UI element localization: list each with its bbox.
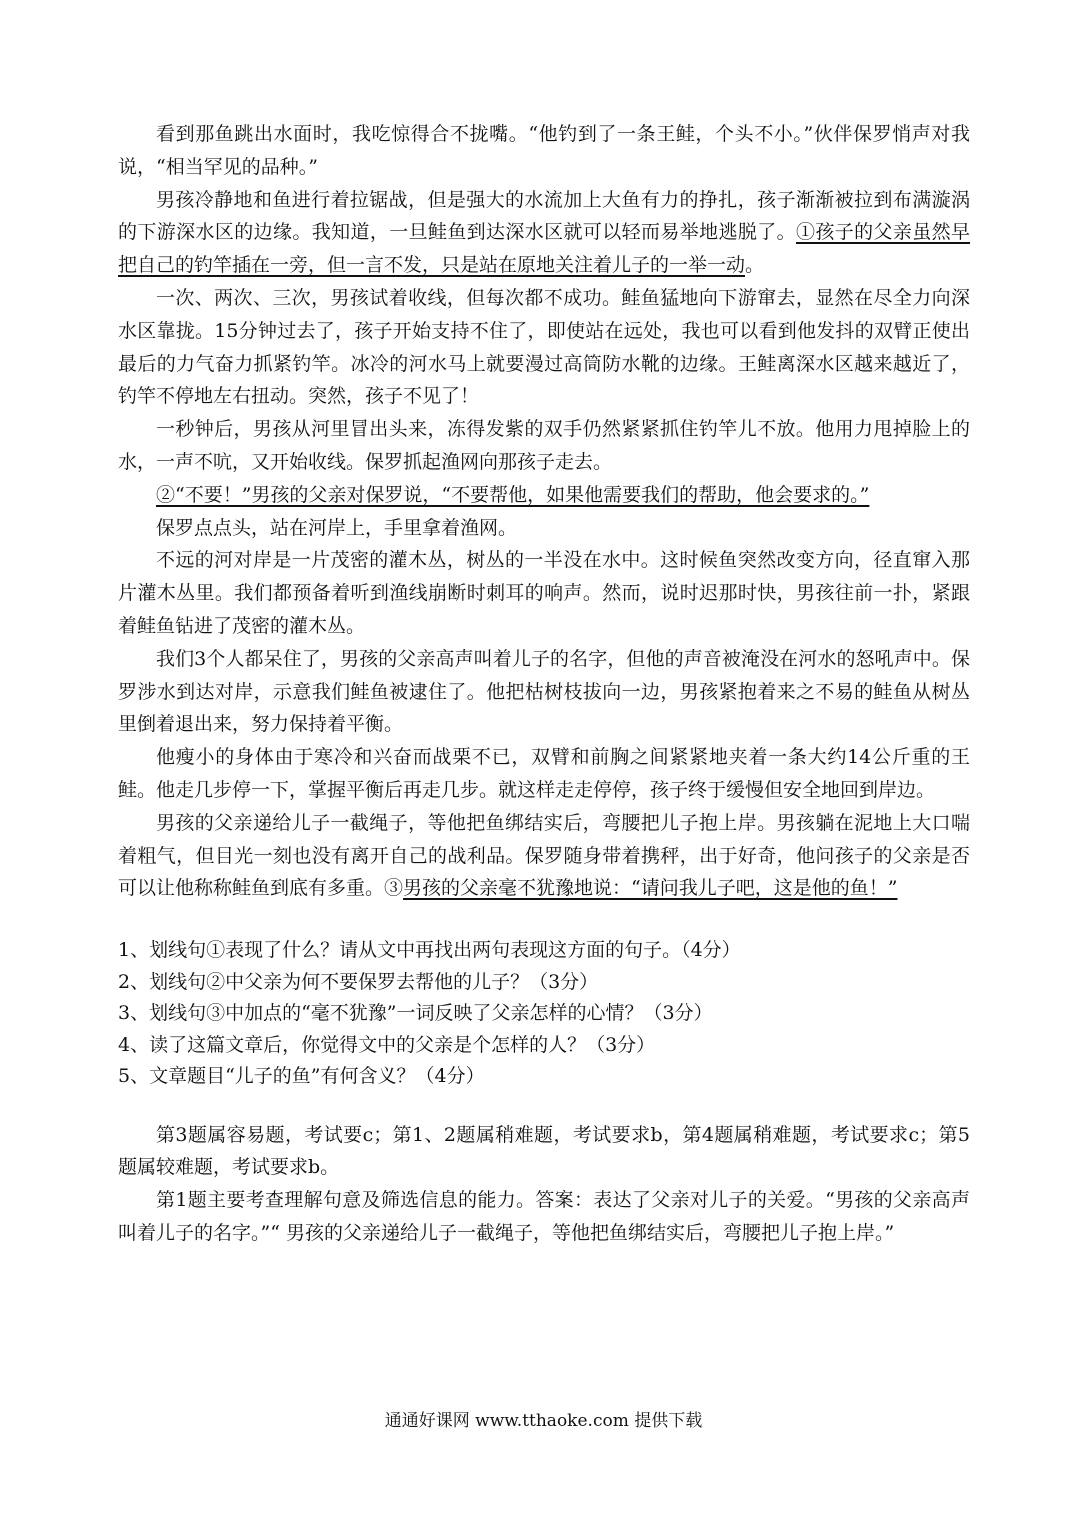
question-list [118, 935, 970, 1093]
question-5: 5、文章题目“儿子的鱼”有何含义？（4分） [118, 1065, 485, 1088]
story-paragraph-3: 一次、两次、三次，男孩试着收线，但每次都不成功。鲑鱼猛地向下游窜去，显然在尽全力向深水区靠拢。15分钟过去了，孩子开始支持不住了，即使站在远处，我也可以看到他发抖的双臂正使出最后的力气奋力抓紧钓竿。冰冷的河水马上就要漫过高筒防水靴的边缘。王鲑离深水区越来越近了，钓竿不停地左右扭动。突然，孩子不见了！ [118, 286, 970, 408]
paragraph-10-text: 男孩的父亲递给儿子一截绳子，等他把鱼绑结实后，弯腰把儿子抱上岸。男孩躺在泥地上大口喘着粗气，但目光一刻也没有离开自己的战利品。保罗随身带着携秤，出于好奇，他问孩子的父亲是否可以让他称称鲑鱼到底有多重。③ [118, 811, 970, 900]
question-2: 2、划线句②中父亲为何不要保罗去帮他的儿子？（3分） [118, 970, 599, 993]
analysis-section [118, 1119, 970, 1250]
story-paragraph-8: 我们3个人都呆住了，男孩的父亲高声叫着儿子的名字，但他的声音被淹没在河水的怒吼声中。保罗涉水到达对岸，示意我们鲑鱼被逮住了。他把枯树枝拔向一边，男孩紧抱着来之不易的鲑鱼从树丛里倒着退出来，努力保持着平衡。 [118, 647, 970, 736]
question-1: 1、划线句①表现了什么？请从文中再找出两句表现这方面的句子。（4分） [118, 939, 741, 962]
story-paragraph-2 [118, 184, 970, 282]
paragraph-2-text: 男孩冷静地和鱼进行着拉锯战，但是强大的水流加上大鱼有力的挣扎，孩子渐渐被拉到布满漩涡的下游深水区的边缘。我知道，一旦鲑鱼到达深水区就可以轻而易举地逃脱了。 [118, 188, 970, 244]
document-page [118, 118, 970, 1250]
story-paragraph-5 [118, 479, 970, 512]
page-footer: 通通好课网 www.tthaoke.com 提供下载 [384, 1411, 703, 1431]
underlined-sentence-3: 男孩的父亲毫不犹豫地说：“请问我儿子吧，这是他的鱼！” [403, 877, 898, 900]
analysis-paragraph-1: 第3题属容易题，考试要c；第1、2题属稍难题，考试要求b，第4题属稍难题，考试要求c；第5题属较难题，考试要求b。 [118, 1123, 970, 1179]
story-paragraph-6: 保罗点点头，站在河岸上，手里拿着渔网。 [156, 516, 518, 539]
underlined-sentence-2: ②“不要！”男孩的父亲对保罗说，“不要帮他，如果他需要我们的帮助，他会要求的。” [156, 483, 870, 506]
story-paragraph-9: 他瘦小的身体由于寒冷和兴奋而战栗不已，双臂和前胸之间紧紧地夹着一条大约14公斤重的王鲑。他走几步停一下，掌握平衡后再走几步。就这样走走停停，孩子终于缓慢但安全地回到岸边。 [118, 746, 970, 801]
story-paragraph-7: 不远的河对岸是一片茂密的灌木丛，树丛的一半没在水中。这时候鱼突然改变方向，径直窜入那片灌木丛里。我们都预备着听到渔线崩断时刺耳的响声。然而，说时迟那时快，男孩往前一扑，紧跟着鲑鱼钻进了茂密的灌木丛。 [118, 549, 970, 637]
paragraph-2-end: 。 [745, 254, 765, 277]
question-3: 3、划线句③中加点的“毫不犹豫”一词反映了父亲怎样的心情？（3分） [118, 1002, 713, 1025]
underlined-sentence-1: ①孩子的父亲虽然早把自己的钓竿插在一旁，但一言不发，只是站在原地关注着儿子的一举一动 [118, 221, 970, 277]
story-paragraph-1: 看到那鱼跳出水面时，我吃惊得合不拢嘴。“他钓到了一条王鲑，个头不小。”伙伴保罗悄声对我说，“相当罕见的品种。” [118, 123, 970, 178]
story-paragraph-4: 一秒钟后，男孩从河里冒出头来，冻得发紫的双手仍然紧紧抓住钓竿儿不放。他用力甩掉脸上的水，一声不吭，又开始收线。保罗抓起渔网向那孩子走去。 [118, 418, 970, 473]
story-paragraph-10 [118, 807, 970, 905]
analysis-paragraph-2: 第1题主要考查理解句意及筛选信息的能力。答案：表达了父亲对儿子的关爱。“男孩的父亲高声叫着儿子的名字。”“ 男孩的父亲递给儿子一截绳子，等他把鱼绑结实后，弯腰把儿子抱上岸。” [118, 1189, 970, 1245]
question-4: 4、读了这篇文章后，你觉得文中的父亲是个怎样的人？（3分） [118, 1033, 656, 1056]
